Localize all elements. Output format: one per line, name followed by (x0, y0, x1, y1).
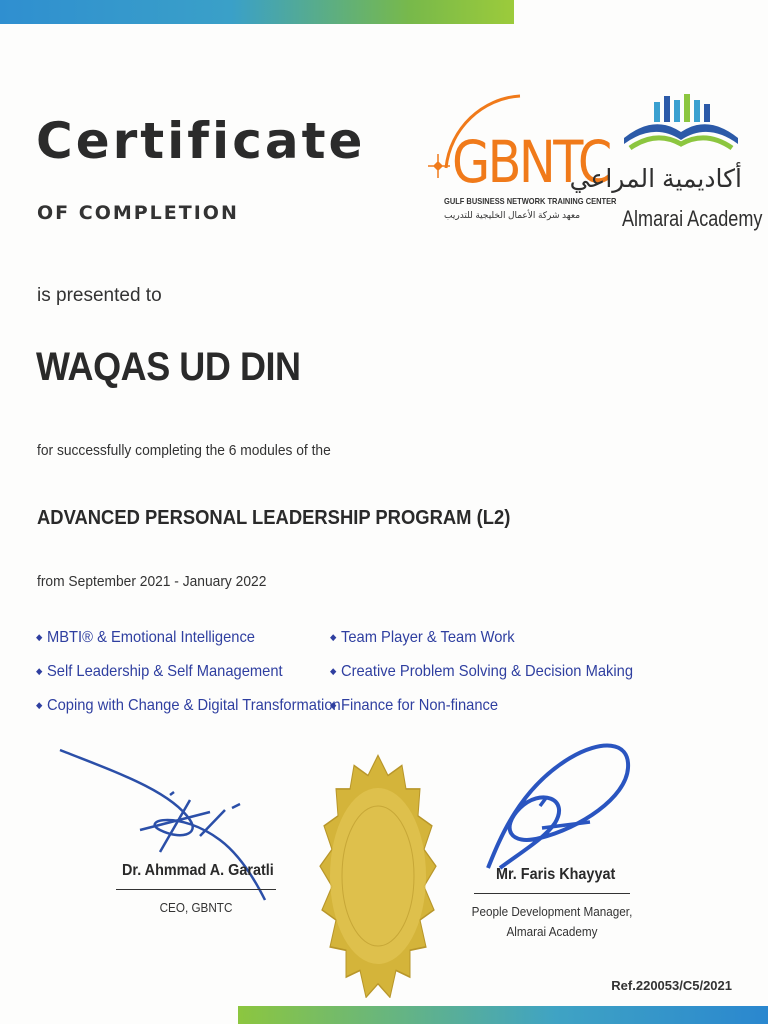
module-item: ◆ Coping with Change & Digital Transformation (36, 694, 341, 728)
completion-text: for successfully completing the 6 modules of the (37, 442, 331, 459)
module-item: ◆ MBTI® & Emotional Intelligence (36, 626, 341, 660)
signatory-right-role-line2: Almarai Academy (506, 924, 598, 939)
almarai-arabic-name: أكاديمية المراعي (569, 165, 742, 193)
signatory-right-role-line1: People Development Manager, (471, 904, 633, 919)
signatory-right-role (471, 902, 633, 942)
modules-list-right (330, 626, 659, 728)
presented-to-label: is presented to (37, 285, 162, 306)
gbntc-arabic-name: معهد شركة الأعمال الخليجية للتدريب (444, 210, 581, 220)
module-item: ◆ Self Leadership & Self Management (36, 660, 341, 694)
reference-number: Ref.220053/C5/2021 (611, 978, 732, 993)
almarai-book-icon (620, 92, 742, 152)
top-accent-bar (0, 0, 514, 24)
module-item: ◆ Team Player & Team Work (330, 626, 633, 660)
gold-seal-icon (310, 752, 446, 998)
certificate-subtitle: OF COMPLETION (37, 202, 239, 224)
signature-line-right (474, 893, 630, 894)
signature-line-left (116, 889, 276, 890)
almarai-english-name: Almarai Academy (622, 206, 763, 231)
modules-list-left (36, 626, 367, 728)
signature-left-icon (50, 740, 280, 910)
signature-right-icon (480, 728, 640, 878)
gbntc-wordmark: GBNTC (452, 128, 610, 196)
recipient-name: WAQAS UD DIN (36, 345, 301, 389)
certificate-title: Certificate (36, 112, 366, 170)
module-item: ◆ Creative Problem Solving & Decision Making (330, 660, 633, 694)
program-dates: from September 2021 - January 2022 (37, 573, 267, 590)
signatory-left-name: Dr. Ahmmad A. Garatli (122, 862, 274, 879)
signatory-left-role: CEO, GBNTC (159, 900, 233, 915)
gbntc-subtitle: GULF BUSINESS NETWORK TRAINING CENTER (444, 196, 617, 206)
program-title: ADVANCED PERSONAL LEADERSHIP PROGRAM (L2) (37, 507, 511, 529)
signatory-right-name: Mr. Faris Khayyat (496, 866, 616, 883)
module-item: ◆ Finance for Non-finance (330, 694, 633, 728)
bottom-accent-bar (238, 1006, 768, 1024)
